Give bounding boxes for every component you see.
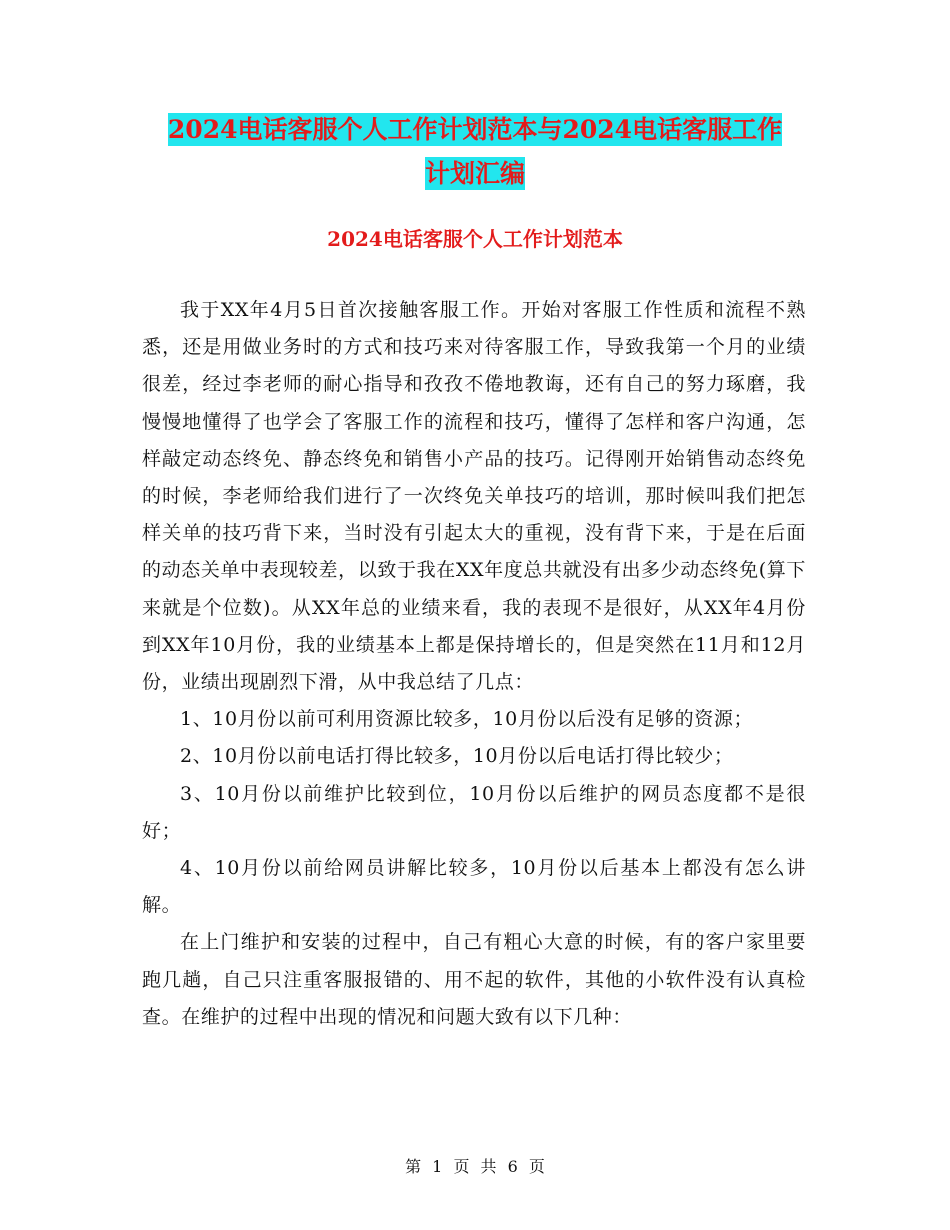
paragraph: 在上门维护和安装的过程中，自己有粗心大意的时候，有的客户家里要跑几趟，自己只注重客服报错的、用不起的软件，其他的小软件没有认真检查。在维护的过程中出现的情况和问题大致有以下几种： [142,931,806,1028]
list-item: 1、10月份以前可利用资源比较多，10月份以后没有足够的资源； [180,708,754,731]
list-item: 2、10月份以前电话打得比较多，10月份以后电话打得比较少； [180,745,734,768]
paragraph: 我于XX年4月5日首次接触客服工作。开始对客服工作性质和流程不熟悉，还是用做业务时的方式和技巧来对待客服工作，导致我第一个月的业绩很差，经过李老师的耐心指导和孜孜不倦地教诲，还有自己的努力琢磨，我慢慢地懂得了也学会了客服工作的流程和技巧，懂得了怎样和客户沟通，怎样敲定动态终免、静态终免和销售小产品的技巧。记得刚开始销售动态终免的时候，李老师给我们进行了一次终免关单技巧的培训，那时候叫我们把怎样关单的技巧背下来，当时没有引起太大的重视，没有背下来，于是在后面的动态关单中表现较差，以致于我在XX年度总共就没有出多少动态终免(算下来就是个位数)。从XX年总的业绩来看，我的表现不是很好，从XX年4月份到XX年10月份，我的业绩基本上都是保持增长的，但是突然在11月和12月份，业绩出现剧烈下滑，从中我总结了几点： [142,299,806,694]
page-number-footer: 第 1 页 共 6 页 [405,1157,545,1176]
document-body [142,292,806,1036]
list-item: 4、10月份以前给网员讲解比较多，10月份以后基本上都没有怎么讲解。 [142,857,806,917]
title-line-2: 计划汇编 [424,159,525,188]
section-title: 2024电话客服个人工作计划范本 [327,227,623,251]
list-item: 3、10月份以前维护比较到位，10月份以后维护的网员态度都不是很好； [142,782,806,842]
title-line-1: 2024电话客服个人工作计划范本与2024电话客服工作 [167,115,783,144]
document-title [140,108,810,196]
